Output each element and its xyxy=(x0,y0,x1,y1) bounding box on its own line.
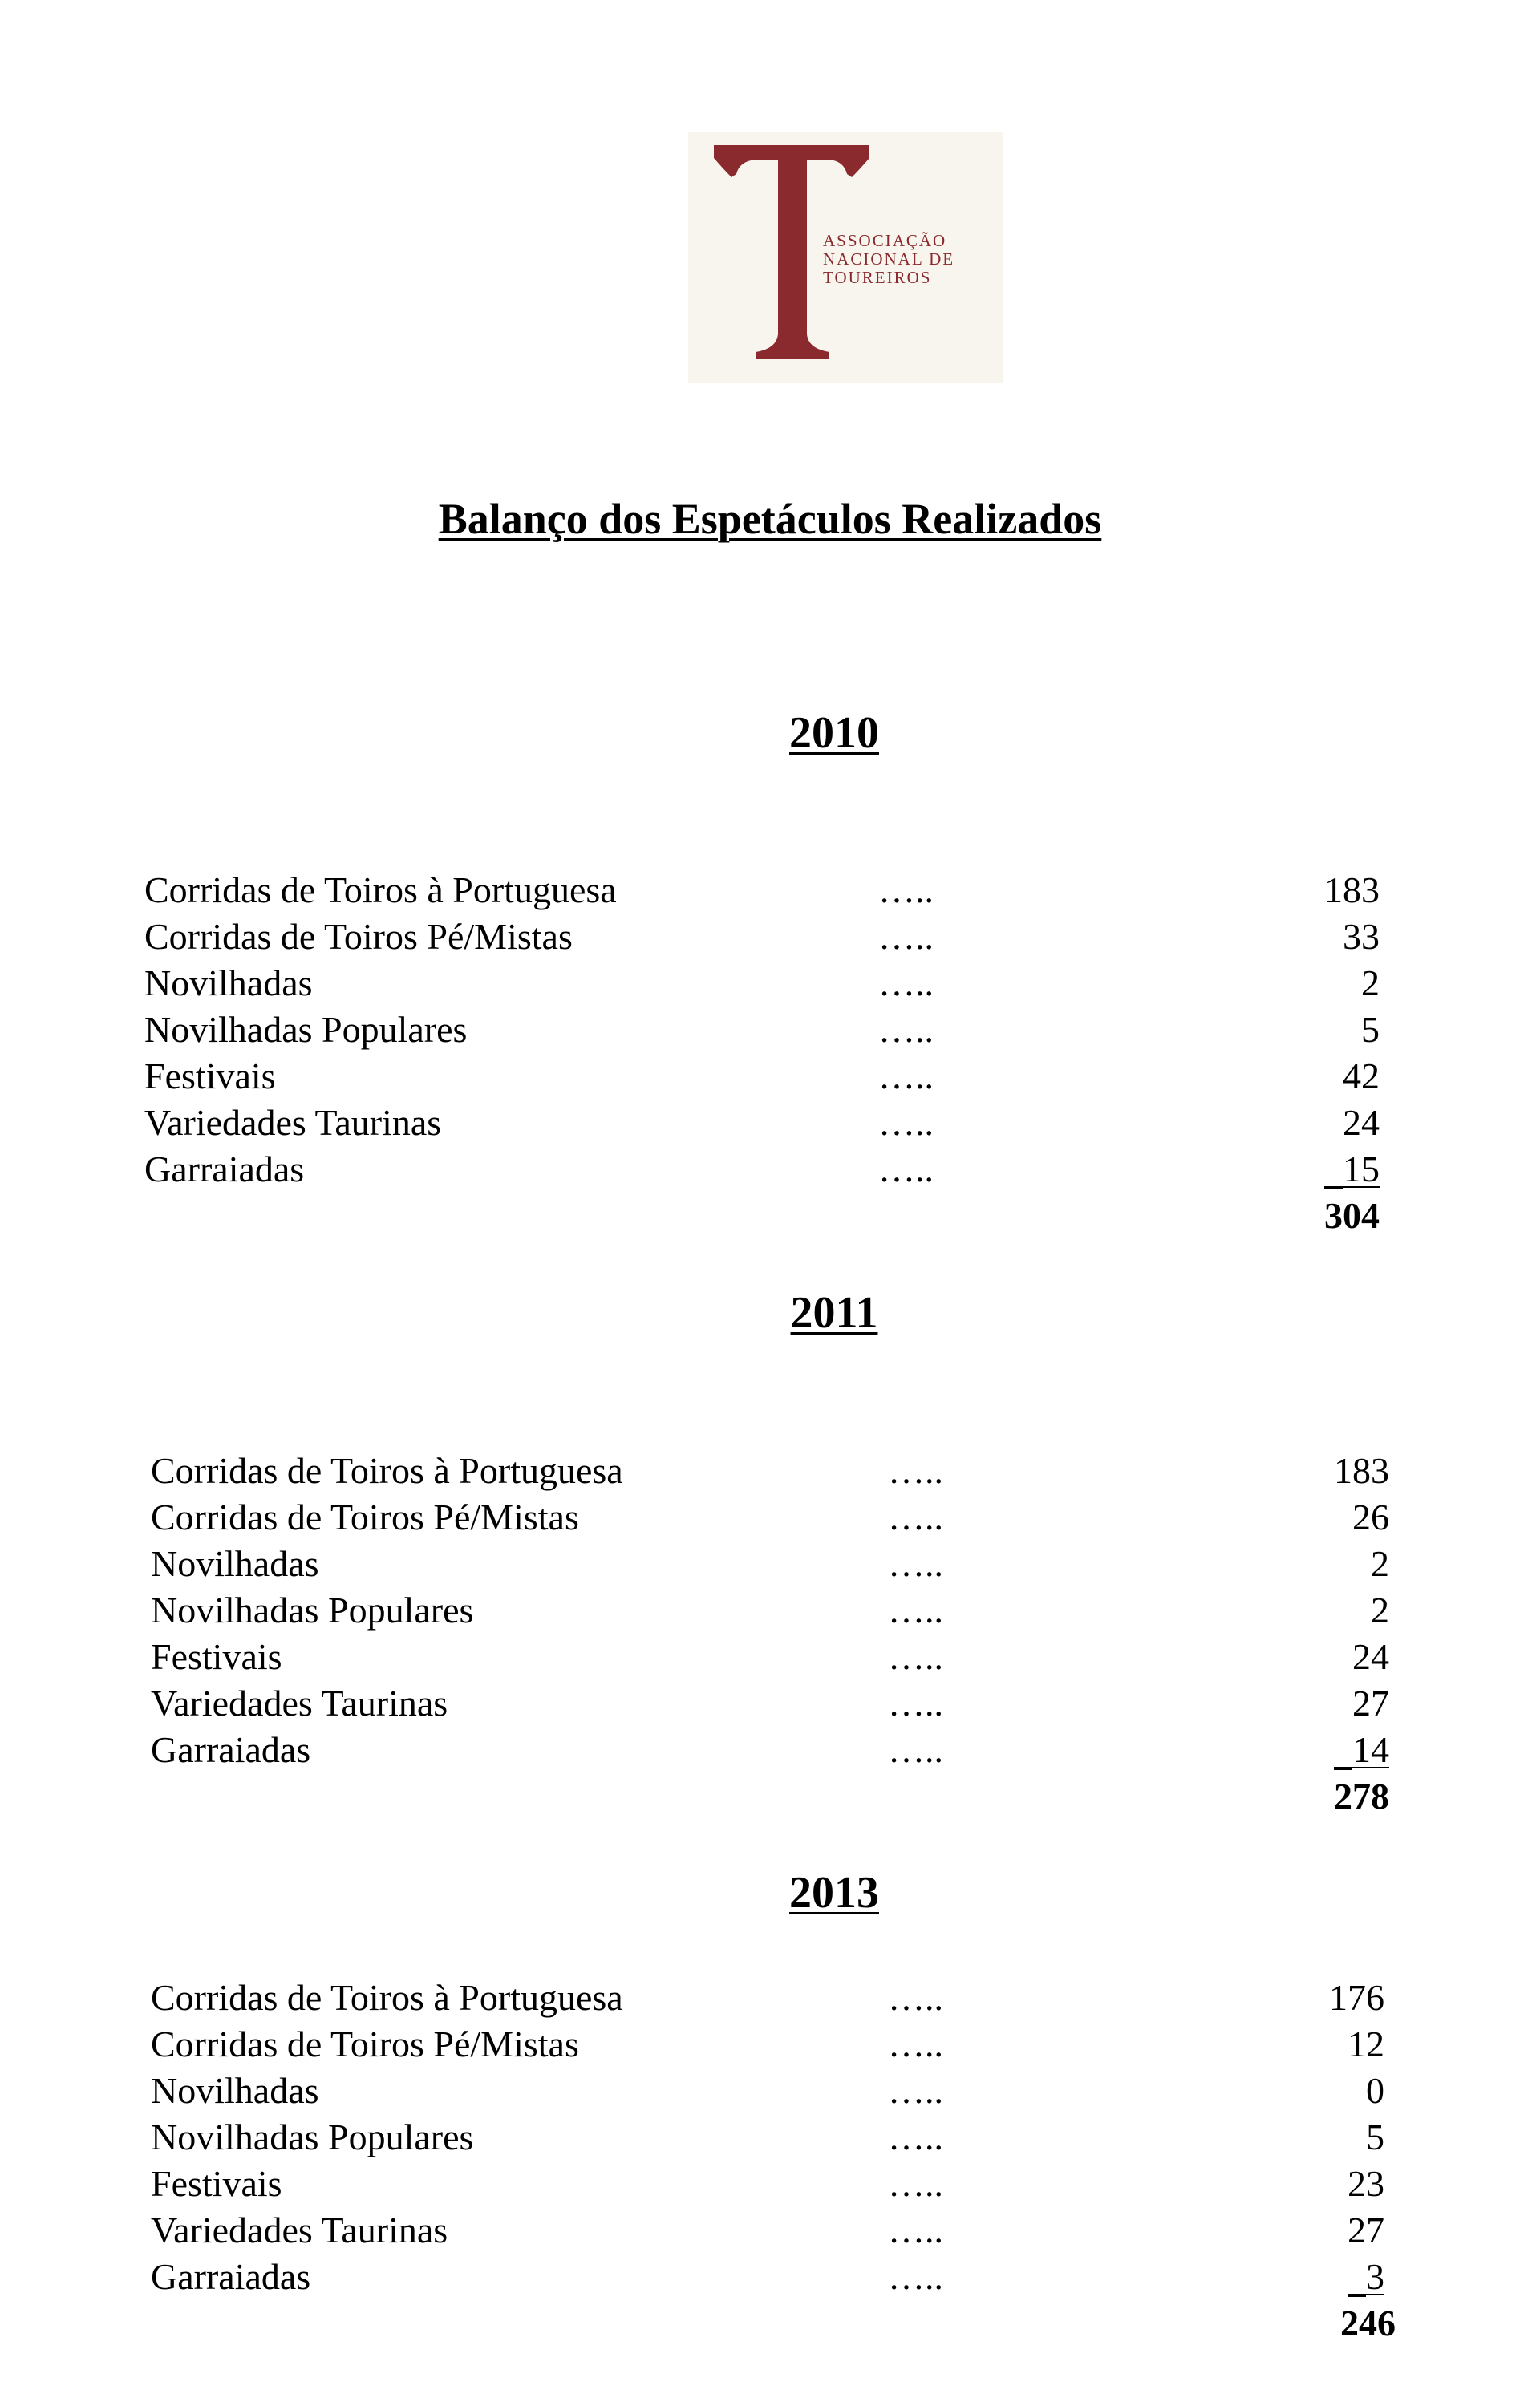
table-row xyxy=(151,1727,1434,1773)
row-dots: ….. xyxy=(888,1450,943,1491)
row-value: 42 xyxy=(1343,1055,1380,1096)
row-value: 5 xyxy=(1361,1009,1380,1050)
row-value xyxy=(1272,2254,1384,2300)
row-label: Corridas de Toiros Pé/Mistas xyxy=(144,916,573,957)
row-dots: ….. xyxy=(878,1009,934,1050)
row-value: 2 xyxy=(1371,1543,1389,1584)
page-title-text: Balanço dos Espetáculos Realizados xyxy=(438,495,1102,543)
row-value xyxy=(1277,1727,1389,1773)
row-label: Corridas de Toiros Pé/Mistas xyxy=(151,2023,579,2064)
row-value-underlined: 15 xyxy=(1343,1148,1380,1189)
table-row xyxy=(144,1146,1428,1193)
row-label: Variedades Taurinas xyxy=(151,2210,448,2250)
row-label: Corridas de Toiros Pé/Mistas xyxy=(151,1497,579,1537)
section-2010-rows xyxy=(144,867,1428,1236)
row-dots: ….. xyxy=(888,2210,943,2250)
row-dots: ….. xyxy=(888,1590,943,1631)
row-dots: ….. xyxy=(888,1729,943,1770)
table-row xyxy=(144,1100,1428,1146)
row-value: 24 xyxy=(1343,1102,1380,1143)
row-dots: ….. xyxy=(888,2070,943,2111)
row-value: 24 xyxy=(1352,1636,1389,1677)
table-row xyxy=(144,1053,1428,1100)
row-value: 12 xyxy=(1348,2023,1384,2064)
table-row xyxy=(151,2254,1434,2300)
logo-line: TOUREIROS xyxy=(823,268,932,287)
row-label: Garraiadas xyxy=(151,1729,311,1770)
row-label: Novilhadas xyxy=(151,1543,319,1584)
year-heading-text: 2010 xyxy=(789,708,879,758)
row-label: Novilhadas Populares xyxy=(151,2117,474,2157)
row-label: Variedades Taurinas xyxy=(151,1683,448,1724)
year-heading-text: 2013 xyxy=(789,1868,879,1918)
table-row xyxy=(144,913,1428,960)
table-row xyxy=(151,1448,1434,1494)
row-dots: ….. xyxy=(888,2163,943,2204)
row-value: 183 xyxy=(1334,1450,1389,1491)
row-dots: ….. xyxy=(888,2117,943,2157)
row-dots: ….. xyxy=(888,1683,943,1724)
row-label: Novilhadas xyxy=(144,962,313,1003)
table-row xyxy=(151,2068,1434,2114)
section-total: 278 xyxy=(1334,1776,1389,1817)
row-value: 27 xyxy=(1348,2210,1384,2250)
row-value: 5 xyxy=(1366,2117,1384,2157)
section-total: 304 xyxy=(1324,1195,1380,1236)
row-dots: ….. xyxy=(878,1055,934,1096)
row-dots: ….. xyxy=(878,869,934,910)
row-label: Novilhadas Populares xyxy=(144,1009,468,1050)
row-value: 183 xyxy=(1324,869,1380,910)
row-label: Festivais xyxy=(151,1636,282,1677)
table-row xyxy=(151,2114,1434,2161)
row-dots: ….. xyxy=(888,1977,943,2018)
row-label: Festivais xyxy=(144,1055,276,1096)
table-row xyxy=(151,1494,1434,1541)
row-value xyxy=(1267,1146,1380,1193)
table-row xyxy=(151,2161,1434,2207)
row-dots: ….. xyxy=(888,2023,943,2064)
row-label: Novilhadas Populares xyxy=(151,1590,474,1631)
year-heading-text: 2011 xyxy=(790,1288,878,1338)
logo-text xyxy=(823,232,954,287)
section-2013-rows xyxy=(151,1975,1434,2343)
section-total: 246 xyxy=(1340,2303,1396,2343)
row-label: Corridas de Toiros à Portuguesa xyxy=(144,869,617,910)
row-dots: ….. xyxy=(878,916,934,957)
table-row xyxy=(144,867,1428,913)
table-row xyxy=(151,1680,1434,1727)
row-value: 23 xyxy=(1348,2163,1384,2204)
table-row xyxy=(144,960,1428,1007)
row-dots: ….. xyxy=(888,2256,943,2297)
row-value: 2 xyxy=(1361,962,1380,1003)
row-dots: ….. xyxy=(878,1102,934,1143)
table-row xyxy=(151,1634,1434,1680)
row-value: 2 xyxy=(1371,1590,1389,1631)
logo-line: ASSOCIAÇÃO xyxy=(823,231,947,250)
table-row xyxy=(151,2021,1434,2068)
row-dots: ….. xyxy=(888,1543,943,1584)
row-label: Corridas de Toiros à Portuguesa xyxy=(151,1977,623,2018)
page-title xyxy=(0,492,1540,545)
section-2011-rows xyxy=(151,1448,1434,1817)
row-label: Festivais xyxy=(151,2163,282,2204)
row-dots: ….. xyxy=(878,1148,934,1189)
year-heading-2013 xyxy=(0,1866,1540,1919)
association-logo xyxy=(688,132,1003,383)
row-value: 26 xyxy=(1352,1497,1389,1537)
row-label: Garraiadas xyxy=(151,2256,311,2297)
row-dots: ….. xyxy=(888,1636,943,1677)
row-label: Corridas de Toiros à Portuguesa xyxy=(151,1450,623,1491)
table-row xyxy=(151,1587,1434,1634)
row-dots: ….. xyxy=(878,962,934,1003)
table-row xyxy=(151,1975,1434,2021)
row-dots: ….. xyxy=(888,1497,943,1537)
row-value-underlined: 14 xyxy=(1352,1729,1389,1770)
row-value-underlined: 3 xyxy=(1366,2256,1384,2297)
year-heading-2011 xyxy=(0,1286,1540,1339)
row-value: 33 xyxy=(1343,916,1380,957)
logo-line: NACIONAL DE xyxy=(823,249,955,269)
row-value: 176 xyxy=(1329,1977,1384,2018)
table-row xyxy=(151,1541,1434,1587)
row-label: Variedades Taurinas xyxy=(144,1102,442,1143)
row-label: Novilhadas xyxy=(151,2070,319,2111)
row-value: 27 xyxy=(1352,1683,1389,1724)
year-heading-2010 xyxy=(0,707,1540,760)
table-row xyxy=(151,2207,1434,2254)
row-value: 0 xyxy=(1366,2070,1384,2111)
table-row xyxy=(144,1007,1428,1053)
row-label: Garraiadas xyxy=(144,1148,305,1189)
